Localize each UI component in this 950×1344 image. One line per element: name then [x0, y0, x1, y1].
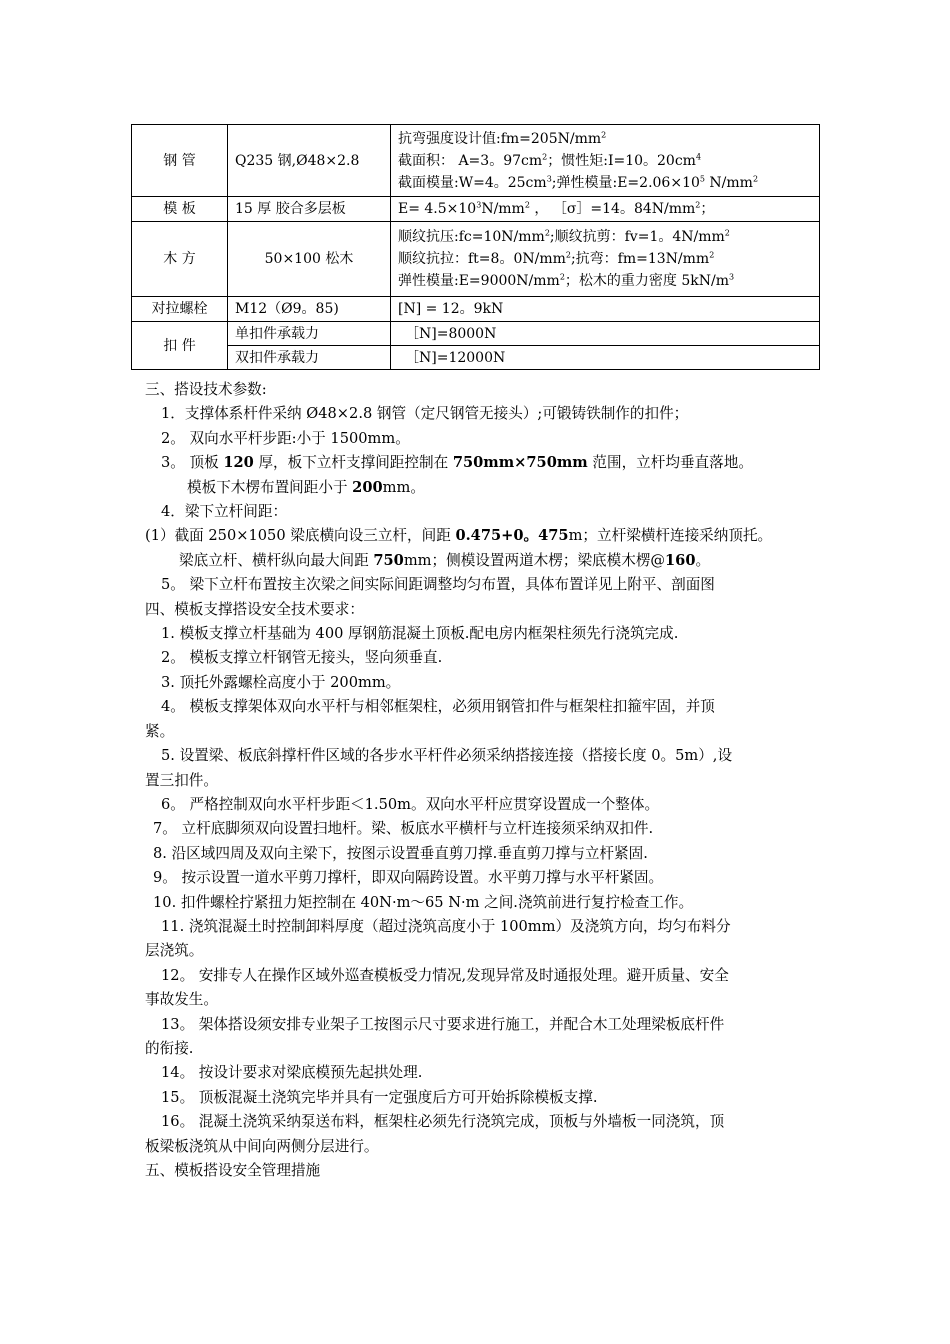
s4-item-12: 12。 安排专人在操作区域外巡查模板受力情况,发现异常及时通报处理。避开质量、安全 — [161, 966, 729, 984]
superscript: 3 — [546, 173, 552, 183]
text-run: 截面模量:W=4。25cm — [398, 174, 547, 191]
text-run: ；惯性矩:I=10。20cm — [547, 152, 696, 169]
fastener-double-value: ［N]=12000N — [391, 346, 820, 370]
material-name-cell: 扣 件 — [132, 322, 228, 370]
text-run: mm。 — [382, 478, 425, 496]
superscript: 2 — [565, 250, 571, 260]
text-run: 范围，立杆均垂直落地。 — [587, 454, 753, 472]
superscript: 2 — [695, 200, 701, 210]
superscript: 2 — [542, 151, 548, 161]
material-props-cell — [391, 297, 820, 322]
s4-item-5: 5. 设置梁、板底斜撑杆件区域的各步水平杆件必须采纳搭接连接（搭接长度 0。5m）,设 — [161, 747, 733, 765]
text-run: [N] = 12。9kN — [398, 301, 504, 317]
section-5-title: 五、模板搭设安全管理措施 — [145, 1162, 321, 1179]
text-run-bold: 750 — [373, 551, 404, 569]
fastener-single-label: 单扣件承载力 — [228, 322, 391, 346]
property-line — [398, 248, 812, 270]
material-spec-table — [131, 124, 820, 370]
text-run-bold: 120 — [223, 454, 254, 472]
s3-item-4-1-cont — [145, 549, 815, 573]
superscript: 3 — [476, 200, 482, 210]
text-run-bold: 0.475+0。475 — [455, 527, 569, 545]
s4-item-7: 7。 立杆底脚须双向设置扫地杆。梁、板底水平横杆与立杆连接须采纳双扣件. — [153, 820, 654, 838]
superscript: 2 — [601, 129, 607, 139]
material-props-cell — [391, 222, 820, 297]
s4-item-4: 4。 模板支撑架体双向水平杆与相邻框架柱，必须用钢管扣件与框架柱扣箍牢固，并顶 — [161, 698, 715, 716]
s4-item-15: 15。 顶板混凝土浇筑完毕并具有一定强度后方可开始拆除模板支撑. — [161, 1088, 598, 1106]
s4-item-13-cont: 的衔接. — [145, 1039, 194, 1057]
superscript: 2 — [524, 200, 530, 210]
s4-item-13: 13。 架体搭设须安排专业架子工按图示尺寸要求进行施工，并配合木工处理梁板底杆件 — [161, 1015, 725, 1033]
s4-item-11-cont: 层浇筑。 — [145, 942, 204, 960]
section-4-title: 四、模板支撑搭设安全技术要求： — [145, 600, 364, 618]
s3-item-4: 4．梁下立杆间距： — [161, 503, 288, 521]
superscript: 2 — [709, 250, 715, 260]
s4-item-5-cont: 置三扣件。 — [145, 771, 218, 789]
s3-item-2: 2。 双向水平杆步距:小于 1500mm。 — [161, 429, 410, 447]
spec-row — [132, 297, 820, 322]
spec-row — [132, 197, 820, 222]
s4-item-10: 10. 扣件螺栓拧紧扭力矩控制在 40N·m～65 N·m 之间.浇筑前进行复拧检查工作。 — [153, 893, 694, 911]
text-run: ； — [700, 201, 715, 217]
text-run: ;抗弯：fm=13N/mm — [570, 251, 710, 267]
s4-item-16: 16。 混凝土浇筑采纳泵送布料，框架柱必须先行浇筑完成，顶板与外墙板一同浇筑，顶 — [161, 1113, 725, 1131]
s4-item-6: 6。 严格控制双向水平杆步距＜1.50m。双向水平杆应贯穿设置成一个整体。 — [161, 795, 660, 813]
spec-row — [132, 222, 820, 297]
text-run: 抗弯强度设计值:fm=205N/mm — [398, 130, 602, 147]
property-line — [398, 128, 812, 150]
text-run: 顺纹抗拉：ft=8。0N/mm — [398, 251, 566, 267]
text-run: ， ［σ］=14。84N/mm — [529, 201, 696, 217]
s3-item-3-cont — [145, 476, 815, 500]
s4-item-16-cont: 板梁板浇筑从中间向两侧分层进行。 — [145, 1137, 379, 1155]
text-run: 梁底立杆、横杆纵向最大间距 — [179, 551, 374, 569]
spec-row — [132, 346, 820, 370]
s3-item-5: 5。 梁下立杆布置按主次梁之间实际间距调整均匀布置，具体布置详见上附平、剖面图 — [161, 576, 715, 594]
fastener-single-value: ［N]=8000N — [391, 322, 820, 346]
material-props-cell — [391, 197, 820, 222]
text-run: N/mm — [704, 174, 753, 191]
fastener-double-label: 双扣件承载力 — [228, 346, 391, 370]
text-run: E= 4.5×10 — [398, 201, 477, 217]
property-line — [398, 226, 812, 248]
superscript: 3 — [729, 272, 735, 282]
text-run: (1）截面 250×1050 梁底横向设三立杆，间距 — [145, 527, 456, 545]
s4-item-8: 8. 沿区域四周及双向主梁下，按图示设置垂直剪刀撑.垂直剪刀撑与立杆紧固. — [153, 844, 648, 862]
material-name-cell: 木 方 — [132, 222, 228, 297]
s4-item-1: 1. 模板支撑立杆基础为 400 厚钢筋混凝土顶板.配电房内框架柱须先行浇筑完成. — [161, 625, 679, 643]
text-run: 厚，板下立杆支撑间距控制在 — [253, 454, 453, 472]
document-body — [145, 378, 815, 1183]
superscript: 2 — [724, 228, 730, 238]
s4-item-9: 9。 按示设置一道水平剪刀撑杆，即双向隔跨设置。水平剪刀撑与水平杆紧固。 — [153, 869, 664, 887]
text-run-bold: 200 — [352, 478, 383, 496]
text-run-bold: 160 — [665, 551, 696, 569]
property-line — [398, 198, 812, 220]
material-spec-cell: M12（Ø9。85) — [228, 297, 391, 322]
text-run: 3。 顶板 — [161, 454, 224, 472]
text-run: ;弹性模量:E=2.06×10 — [551, 174, 700, 191]
text-run: N/mm — [481, 201, 525, 217]
s4-item-4-cont: 紧。 — [145, 722, 175, 740]
superscript: 2 — [752, 173, 759, 183]
s4-item-14: 14。 按设计要求对梁底模预先起拱处理. — [161, 1064, 423, 1082]
text-run: mm；侧模设置两道木楞；梁底模木楞@ — [403, 551, 666, 569]
property-line — [398, 270, 812, 292]
s4-item-12-cont: 事故发生。 — [145, 991, 218, 1009]
material-name-cell: 钢 管 — [132, 125, 228, 197]
material-spec-cell: Q235 钢,Ø48×2.8 — [228, 125, 391, 197]
superscript: 5 — [699, 173, 705, 183]
text-run: 模板下木楞布置间距小于 — [187, 478, 353, 496]
spec-row — [132, 322, 820, 346]
property-line — [398, 150, 812, 172]
text-run: ；松木的重力密度 5kN/m — [564, 273, 730, 289]
s4-item-3: 3. 顶托外露螺栓高度小于 200mm。 — [161, 673, 401, 691]
text-run-bold: 750mm×750mm — [452, 454, 588, 472]
superscript: 4 — [695, 151, 702, 161]
s3-item-1: 1．支撑体系杆件采纳 Ø48×2.8 钢管（定尺钢管无接头）;可锻铸铁制作的扣件； — [161, 405, 689, 423]
text-run: ;顺纹抗剪：fv=1。4N/mm — [549, 229, 725, 245]
material-props-cell — [391, 125, 820, 197]
text-run: 截面积： A=3。97cm — [398, 152, 543, 169]
material-name-cell: 对拉螺栓 — [132, 297, 228, 322]
material-spec-cell: 50×100 松木 — [228, 222, 391, 297]
text-run: 顺纹抗压:fc=10N/mm — [398, 229, 545, 245]
text-run: m；立杆梁横杆连接采纳顶托。 — [568, 527, 773, 545]
section-3-title: 三、搭设技术参数: — [145, 381, 267, 398]
spec-row — [132, 125, 820, 197]
property-line — [398, 172, 812, 194]
s4-item-2: 2。 模板支撑立杆钢管无接头，竖向须垂直. — [161, 649, 443, 667]
superscript: 2 — [559, 272, 565, 282]
material-spec-cell: 15 厚 胶合多层板 — [228, 197, 391, 222]
s4-item-11: 11. 浇筑混凝土时控制卸料厚度（超过浇筑高度小于 100mm）及浇筑方向，均匀布料分 — [161, 917, 731, 935]
text-run: 。 — [695, 551, 711, 569]
material-name-cell: 模 板 — [132, 197, 228, 222]
s3-item-4-1 — [145, 524, 815, 548]
superscript: 2 — [544, 228, 550, 238]
s3-item-3 — [145, 451, 815, 475]
property-line — [398, 298, 812, 320]
text-run: 弹性模量:E=9000N/mm — [398, 273, 560, 289]
